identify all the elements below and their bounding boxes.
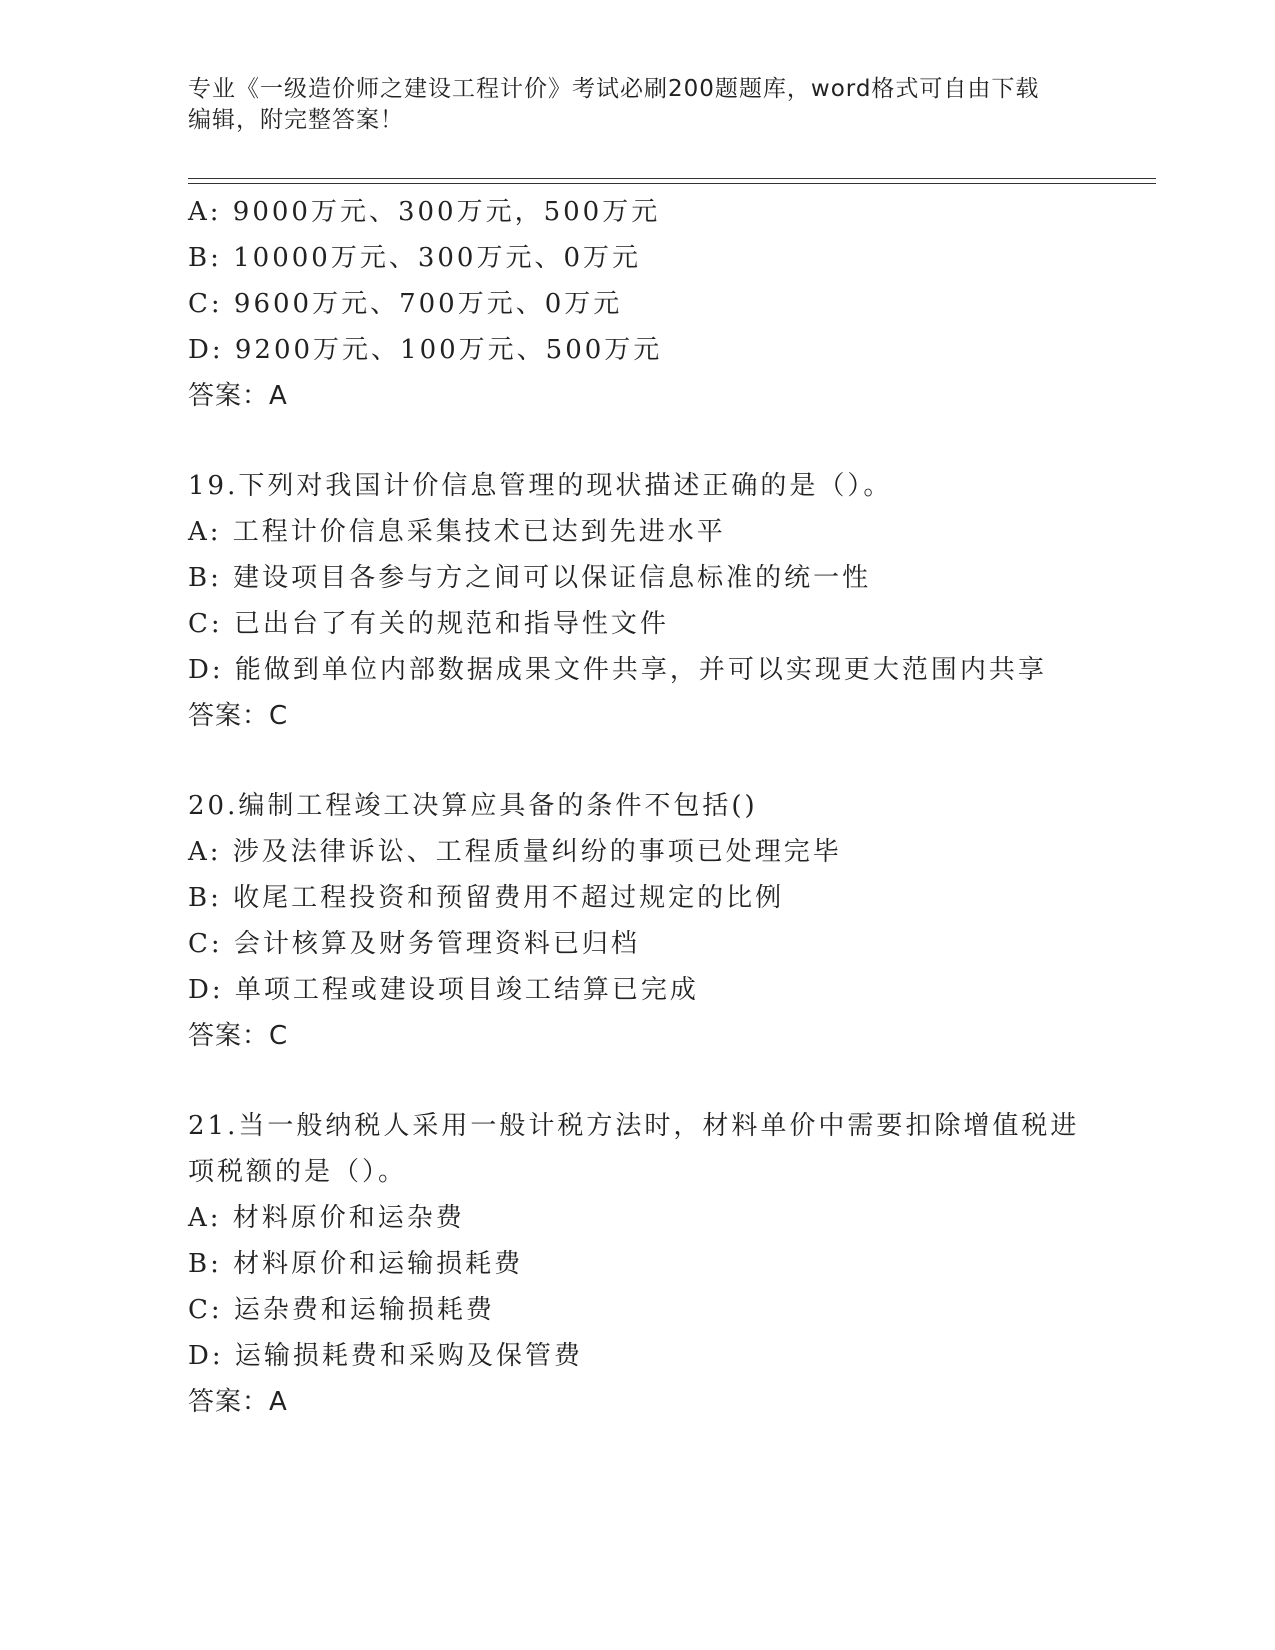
question-block-19 [188,463,1156,739]
document-header [188,74,1068,136]
header-rule-bottom [188,183,1156,184]
option-d: D: 单项工程或建设项目竣工结算已完成 [188,975,699,1005]
option-b: B: 收尾工程投资和预留费用不超过规定的比例 [188,883,785,913]
option-b: B: 10000万元、300万元、0万元 [188,243,642,273]
question-block-18 [188,189,1156,419]
question-stem: 19.下列对我国计价信息管理的现状描述正确的是（）。 [188,471,893,501]
answer-line: 答案：A [188,1387,288,1417]
option-d: D: 能做到单位内部数据成果文件共享，并可以实现更大范围内共享 [188,655,1047,685]
option-a: A: 9000万元、300万元，500万元 [188,197,661,227]
question-stem-line-2: 项税额的是（）。 [188,1157,408,1187]
option-a: A: 材料原价和运杂费 [188,1203,465,1233]
header-rule-top [188,178,1156,179]
option-a: A: 涉及法律诉讼、工程质量纠纷的事项已处理完毕 [188,837,842,867]
option-c: C: 会计核算及财务管理资料已归档 [188,929,640,959]
answer-line: 答案：C [188,1021,289,1051]
option-d: D: 运输损耗费和采购及保管费 [188,1341,583,1371]
option-b: B: 材料原价和运输损耗费 [188,1249,524,1279]
option-a: A: 工程计价信息采集技术已达到先进水平 [188,517,726,547]
header-line-1: 专业《一级造价师之建设工程计价》考试必刷200题题库，word格式可自由下载 [188,76,1040,102]
option-b: B: 建设项目各参与方之间可以保证信息标准的统一性 [188,563,872,593]
header-line-2: 编辑，附完整答案！ [188,107,404,133]
question-block-20 [188,783,1156,1059]
question-list [188,189,1156,1425]
option-c: C: 运杂费和运输损耗费 [188,1295,495,1325]
option-d: D: 9200万元、100万元、500万元 [188,335,663,365]
option-c: C: 9600万元、700万元、0万元 [188,289,623,319]
answer-line: 答案：A [188,381,288,411]
question-stem: 20.编制工程竣工决算应具备的条件不包括() [188,791,758,821]
question-stem-line-1: 21.当一般纳税人采用一般计税方法时，材料单价中需要扣除增值税进 [188,1111,1080,1141]
spacer [188,1059,1156,1103]
option-c: C: 已出台了有关的规范和指导性文件 [188,609,669,639]
answer-line: 答案：C [188,701,289,731]
question-block-21 [188,1103,1156,1425]
spacer [188,739,1156,783]
spacer [188,419,1156,463]
